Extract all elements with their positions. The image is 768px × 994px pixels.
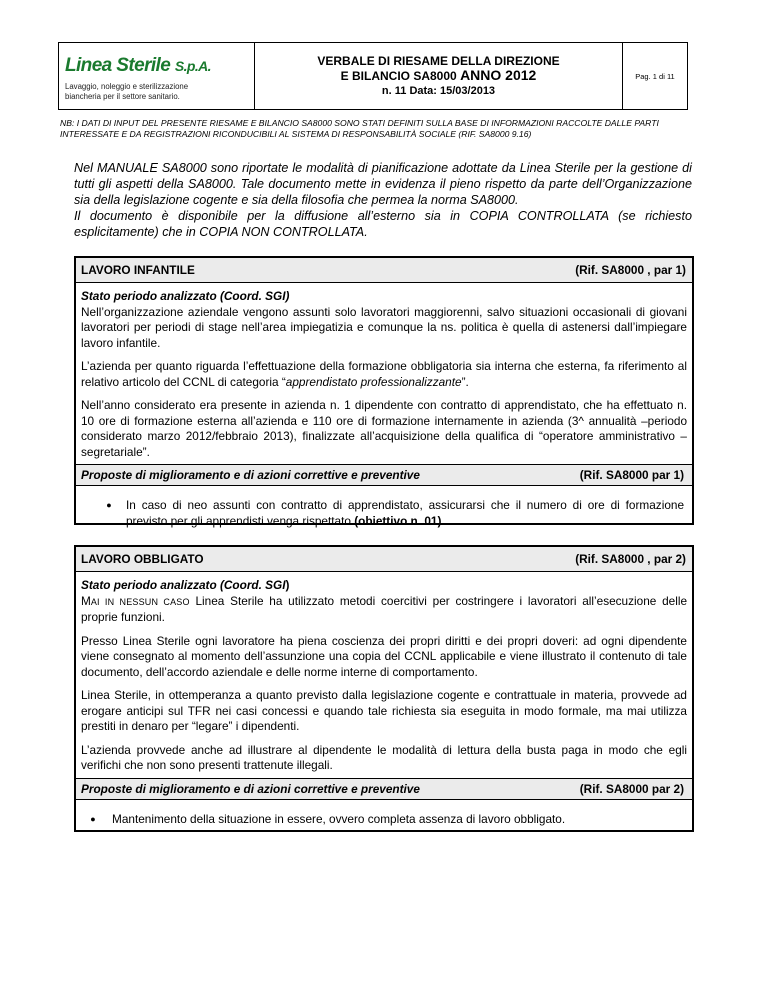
objective-reference: (obiettivo n. 01). — [354, 513, 445, 528]
section-lavoro-infantile — [74, 256, 694, 528]
document-header — [58, 42, 688, 110]
status-title — [81, 578, 687, 594]
text-emphasis: apprendistato professionalizzante — [285, 374, 462, 389]
status-title: Stato periodo analizzato (Coord. SGI) — [81, 289, 290, 303]
logo-suffix: S.p.A. — [174, 58, 211, 74]
paragraph: Nell’anno considerato era presente in azienda n. 1 dipendente con contratto di apprendistato, che ha effettuato n. 10 ore di formazione esterna all’azienda e 110 ore di formazione internamente in azienda (3^ annualità –periodo considerato marzo 2012/febbraio 2013), finalizzate all’acquisizione della qualifica di “operatore amministrativo – segretariale”. — [81, 398, 687, 459]
list-item-text: Mantenimento della situazione in essere, ovvero completa assenza di lavoro obbligato. — [112, 811, 566, 826]
proposals-label: Proposte di miglioramento e di azioni correttive e preventive — [81, 468, 420, 482]
paragraph: Linea Sterile, in ottemperanza a quanto previsto dalla legislazione cogente e contrattuale in materia, provvede ad erogare anticipi sul TFR nei casi concessi e quando tale richiesta sia eseguita in modo formale, ma mai utilizza prestiti in denaro per “legare” i dipendenti. — [81, 688, 687, 733]
paragraph: Nell’organizzazione aziendale vengono assunti solo lavoratori maggiorenni, salvo situazioni occasionali di giovani lavoratori per periodi di stage nell’area impiegatizia e comunque la ns. politica è quella di astenersi dall’impiegare lavoro infantile. — [81, 304, 687, 350]
list-item-text — [126, 498, 684, 529]
section-title: LAVORO OBBLIGATO — [81, 552, 204, 566]
title-year: ANNO 2012 — [460, 67, 537, 83]
section-header — [76, 547, 692, 572]
section-lavoro-obbligato — [74, 545, 694, 832]
section-body — [76, 283, 692, 460]
text-run: Stato periodo analizzato (Coord. SGI — [81, 578, 286, 592]
proposals-header — [76, 464, 692, 486]
tagline-line-1: Lavaggio, noleggio e sterilizzazione — [65, 82, 189, 91]
title-line-1: VERBALE DI RIESAME DELLA DIREZIONE — [317, 54, 560, 68]
paragraph — [81, 594, 687, 626]
document-title-block — [255, 43, 623, 109]
section-reference: (Rif. SA8000 , par 2) — [575, 552, 686, 566]
logo-name: Linea Sterile — [65, 55, 171, 76]
text-run: ”. — [461, 374, 469, 389]
company-logo — [65, 55, 248, 77]
proposals-reference: (Rif. SA8000 par 2) — [579, 781, 684, 796]
section-body — [76, 572, 692, 774]
list-item — [76, 486, 692, 529]
paragraph: Presso Linea Sterile ogni lavoratore ha piena coscienza dei propri diritti e dei propri doveri: ad ogni dipendente viene consegnato al momento dell’assunzione una copia del CCNL applicabile e viene illustrato il contenuto di tale documento, dell’accordo aziendale e delle norme interne di comportamento. — [81, 633, 687, 679]
paragraph: L’azienda provvede anche ad illustrare al dipendente le modalità di lettura della busta paga in modo che egli verifichi che non sono presenti trattenute illegali. — [81, 742, 687, 772]
title-number-date: n. 11 Data: 15/03/2013 — [381, 85, 496, 97]
section-title: LAVORO INFANTILE — [81, 263, 195, 277]
intro-text — [74, 160, 692, 240]
company-logo-block — [59, 43, 255, 109]
intro-paragraph-2: Il documento è disponibile per la diffusione all’esterno sia in COPIA CONTROLLATA (se richiesto esplicitamente) che in COPIA NON CONTROLLATA. — [74, 209, 692, 239]
proposals-header — [76, 778, 692, 800]
text-run: M — [81, 593, 91, 608]
nb-note: NB: I DATI DI INPUT DEL PRESENTE RIESAME E BILANCIO SA8000 SONO STATI DEFINITI SULLA BASE DI INFORMAZIONI RACCOLTE DALLE PARTI INTERESSATE E DA REGISTRAZIONI RICONDUCIBILI AL SISTEMA DI RESPONSABILITÀ SOCIALE (RIF. SA8000 9.16) — [60, 118, 659, 139]
section-reference: (Rif. SA8000 , par 1) — [575, 263, 686, 277]
bullet-icon: ● — [90, 813, 96, 824]
proposals-reference: (Rif. SA8000 par 1) — [579, 468, 684, 482]
title-line-2-pre: E BILANCIO SA8000 — [340, 69, 457, 83]
text-run: In caso di neo assunti con contratto di apprendistato, assicurarsi che il numero di ore di formazione previsto per gli apprendisti venga rispettato — [126, 498, 684, 528]
intro-paragraph-1: Nel MANUALE SA8000 sono riportate le modalità di pianificazione adottate da Linea Sterile per la gestione di tutti gli aspetti della SA8000. Tale documento mette in evidenza il pieno rispetto da parte dell’Organizzazione sia della legislazione cogente e sia della filosofia che permea la norma SA8000. — [74, 161, 692, 207]
tagline-line-2: biancheria per il settore sanitario. — [65, 91, 180, 101]
text-run: ) — [285, 578, 290, 592]
page-number: Pag. 1 di 11 — [635, 71, 675, 81]
list-item — [76, 800, 692, 828]
section-header — [76, 258, 692, 283]
company-tagline — [65, 82, 248, 101]
paragraph — [81, 359, 687, 390]
text-smallcaps: AI IN NESSUN CASO — [90, 596, 190, 607]
proposals-label: Proposte di miglioramento e di azioni correttive e preventive — [81, 781, 420, 796]
text-run: Linea Sterile ha utilizzato metodi coercitivi per costringere i lavoratori all’esecuzione delle proprie funzioni. — [81, 593, 687, 624]
title-line-2 — [255, 68, 622, 84]
text-run: L’azienda per quanto riguarda l’effettuazione della formazione obbligatoria sia interna che esterna, fa riferimento al relativo articolo del CCNL di categoria “ — [81, 359, 687, 389]
bullet-icon: ● — [106, 500, 112, 510]
